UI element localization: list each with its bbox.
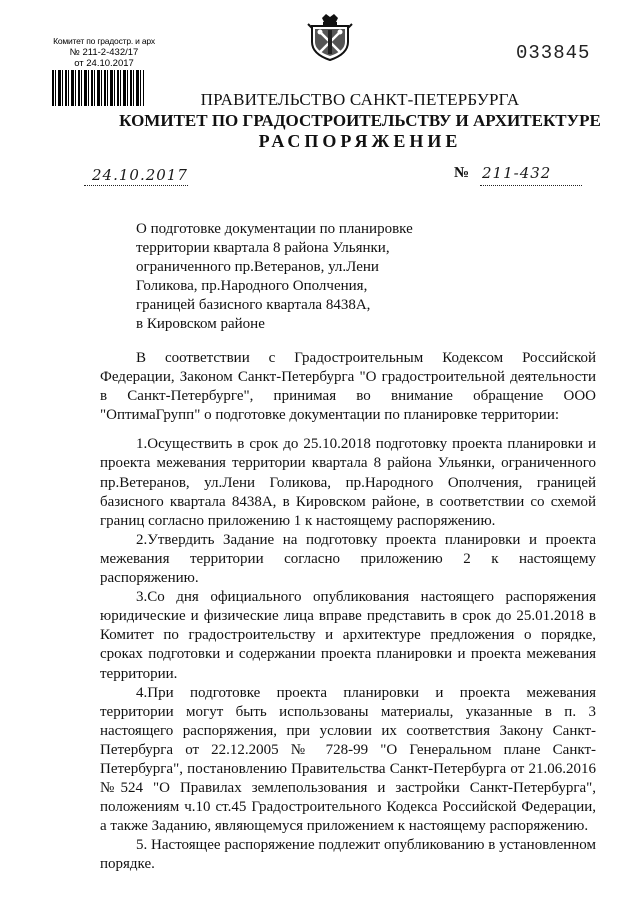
registration-stamp [40, 36, 168, 69]
subject-line: границей базисного квартала 8438А, [136, 297, 371, 313]
document-type: РАСПОРЯЖЕНИЕ [258, 131, 462, 151]
date-underline [84, 185, 188, 186]
order-item-4: 4.При подготовке проекта планировки и проекта межевания территории могут быть использованы материалы, указанные в п. 3 настоящего распоряжения, при условии их соответствия Закону Санкт-Петербурга от 22.12.2005 № 728-99 "О Генеральном плане Санкт-Петербурга", постановлению Правительства Санкт-Петербурга от 21.06.2016 №524 "О Правилах землепользования и застройки Санкт-Петербурга", положениям ч.10 ст.45 Градостроительного Кодекса Российской Федерации, а также Заданию, являющемуся приложением к настоящему распоряжению. [100, 684, 596, 835]
stamp-org: Комитет по градостр. и арх [53, 36, 155, 46]
serial-number: 033845 [516, 42, 591, 64]
subject-line: О подготовке документации по планировке [136, 221, 413, 237]
stamp-reg-date: от 24.10.2017 [74, 58, 134, 69]
subject-line: в Кировском районе [136, 316, 265, 332]
committee-title: КОМИТЕТ ПО ГРАДОСТРОИТЕЛЬСТВУ И АРХИТЕКТУРЕ [119, 111, 601, 130]
order-item-3: 3.Со дня официального опубликования настоящего распоряжения юридические и физические лица вправе представить в срок до 25.01.2018 в Комитет по градостроительству и архитектуре предложения о порядке, сроках подготовки и содержании проекта планировки и проекта межевания территории. [100, 589, 596, 682]
government-title: ПРАВИТЕЛЬСТВО САНКТ-ПЕТЕРБУРГА [200, 90, 520, 109]
number-sign: № [454, 165, 470, 181]
subject-line: территории квартала 8 района Ульянки, [136, 240, 390, 256]
coat-of-arms-icon [306, 12, 354, 62]
document-date: 24.10.2017 [92, 166, 188, 184]
subject-line: Голикова, пр.Народного Ополчения, [136, 278, 368, 294]
subject-line: ограниченного пр.Ветеранов, ул.Лени [136, 259, 379, 275]
order-item-2: 2.Утвердить Задание на подготовку проекта планировки и проекта межевания территории согласно приложению 2 к настоящему распоряжению. [100, 531, 596, 587]
order-item-1: 1.Осуществить в срок до 25.10.2018 подготовку проекта планировки и проекта межевания территории квартала 8 района Ульянки, ограниченного пр.Ветеранов, ул.Лени Голикова, пр.Народного Ополчения, границей базисного квартала 8438А, в Кировском районе, в соответствии со схемой границ согласно приложению 1 к настоящему распоряжению. [100, 436, 596, 529]
preamble: В соответствии с Градостроительным Кодексом Российской Федерации, Законом Санкт-Петербурга "О градостроительной деятельности в Санкт-Петербурге", принимая во внимание обращение ООО "ОптимаГрупп" о подготовке документации по планировке территории: [100, 350, 596, 424]
document-body [100, 349, 596, 875]
subject-block [136, 220, 413, 334]
stamp-reg-number: № 211-2-432/17 [69, 47, 139, 58]
order-item-5: 5. Настоящее распоряжение подлежит опубликованию в установленном порядке. [100, 837, 596, 873]
document-number: 211-432 [482, 164, 552, 182]
number-underline [480, 185, 582, 186]
